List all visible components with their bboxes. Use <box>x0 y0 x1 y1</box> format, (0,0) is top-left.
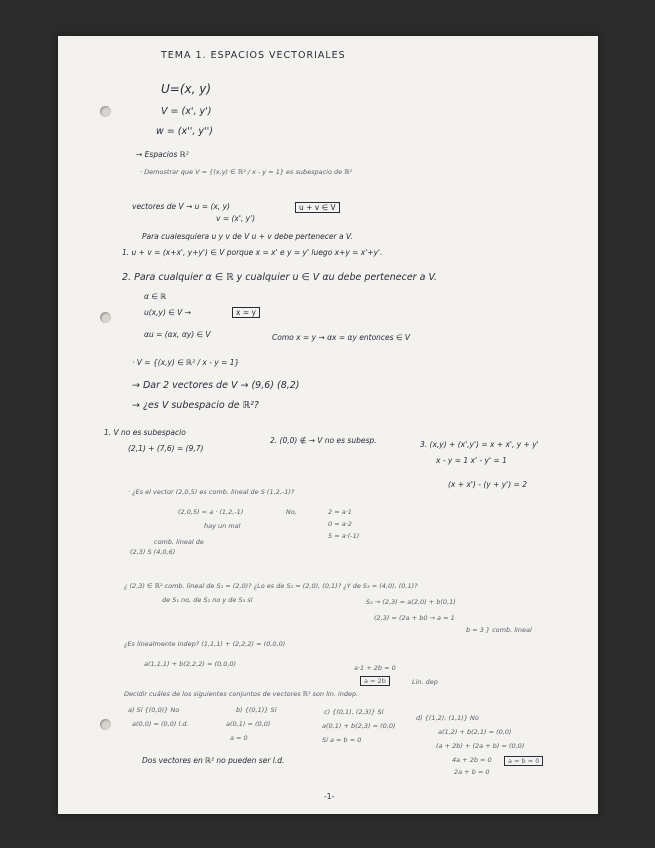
como-line: Como x = y → αx = αy entonces ∈ V <box>272 333 411 342</box>
comb-question: · ¿Es el vector (2,0,5) es comb. lineal de S (1,2,-1)? <box>128 488 295 496</box>
item-1: 1. u + v = (x+x', y+y') ∈ V porque x = x' e y = y' luego x+y = x'+y'. <box>122 248 383 257</box>
u-plus-v-box: u + v ∈ V <box>295 202 340 213</box>
lin-question: ¿Es linealmente indep? (1,1,1) + (2,2,2) = (0,0,0) <box>124 640 286 648</box>
page-number: -1- <box>324 792 335 801</box>
decidir-b: b) {(0,1)} Sí <box>236 706 277 714</box>
es-subespacio: → ¿es V subespacio de ℝ²? <box>132 400 259 411</box>
decidir-d-box: a = b = 0 <box>504 756 543 766</box>
r2: 2. (0,0) ∉ → V no es subesp. <box>270 436 377 445</box>
para-cualesquiera: Para cualesquiera u y v de V u + v debe pertenecer a V. <box>142 232 353 241</box>
punch-hole <box>100 312 111 323</box>
dos-vectores: Dos vectores en ℝ² no pueden ser l.d. <box>142 756 285 765</box>
decidir-c-3: Sí a = b = 0 <box>322 736 362 744</box>
w-def: w = (x'', y'') <box>156 126 213 137</box>
decidir-b-2: a(0,1) = (0,0) <box>226 720 271 728</box>
comb-sys-3: 5 = a·(-1) <box>328 532 360 540</box>
u-def: U=(x, y) <box>161 82 212 96</box>
decidir-d: d) {(1,2), (1,1)} No <box>416 714 479 722</box>
punch-hole <box>100 719 111 730</box>
comb-eq: (2,0,5) = a · (1,2,-1) <box>178 508 244 516</box>
q3-s2b: (2,3) = (2a + b0 → a = 1 <box>374 614 455 622</box>
r3b: x - y = 1 x' - y' = 1 <box>436 456 507 465</box>
q3-s2c: b = 3 } comb. lineal <box>466 626 532 634</box>
notebook-page <box>58 36 598 814</box>
x-eq-y-box: x = y <box>232 307 260 318</box>
decidir-d-4: 4a + 2b = 0 <box>452 756 492 764</box>
q3: ¿ (2,3) ∈ ℝ² comb. lineal de S₁ = (2,0)? ¿Lo es de S₂ = (2,0), (0,1)? ¿Y de S₃ = (4,0), (0,1)? <box>124 582 418 590</box>
dar-2: → Dar 2 vectores de V → (9,6) (8,2) <box>132 380 300 391</box>
page-title: TEMA 1. ESPACIOS VECTORIALES <box>161 50 346 61</box>
punch-hole <box>100 106 111 117</box>
decidir-a: a) Sí {(0,0)} No <box>128 706 180 714</box>
r1: 1. V no es subespacio <box>104 428 186 437</box>
comb-s2: (2,3) S (4,0,6) <box>130 548 176 556</box>
decidir-d-2: a(1,2) + b(2,1) = (0,0) <box>438 728 512 736</box>
espacios-line: → Espacios ℝ² <box>136 150 189 159</box>
decidir-d-3: (a + 2b) + (2a + b) = (0,0) <box>436 742 525 750</box>
decidir-a-2: a(0,0) = (0,0) l.d. <box>132 720 189 728</box>
decidir-line: Decidir cuáles de los siguientes conjuntos de vectores ℝ² son lin. indep. <box>124 690 359 698</box>
v-set-2: · V = {(x,y) ∈ ℝ² / x - y = 1} <box>132 358 240 367</box>
comb-s2-small: comb. lineal de <box>154 538 204 546</box>
decidir-d-5: 2a + b = 0 <box>454 768 490 776</box>
vectores-line: vectores de V → u = (x, y) <box>132 202 230 211</box>
comb-sys-2: 0 = a·2 <box>328 520 352 528</box>
r3c: (x + x') - (y + y') = 2 <box>448 480 527 489</box>
q3-ans: de S₁ no, de S₂ no y de S₃ sí <box>162 596 253 604</box>
decidir-c: c) {(0,1), (2,3)} Sí <box>324 708 384 716</box>
decidir-c-2: a(0,1) + b(2,3) = (0,0) <box>322 722 396 730</box>
alpha-u: αu = (αx, αy) ∈ V <box>144 330 211 339</box>
decidir-b-3: a = 0 <box>230 734 248 742</box>
comb-hay: hay un mal <box>204 522 241 530</box>
alpha-real: α ∈ ℝ <box>144 292 167 301</box>
lin-box: a = 2b <box>360 676 390 686</box>
lin-dep: Lin. dep <box>412 678 438 686</box>
demostrar-line: · Demostrar que V = {(x,y) ∈ ℝ² / x - y = 1} es subespacio de ℝ² <box>140 168 352 176</box>
v-xy: v = (x', y') <box>216 214 256 223</box>
lin-eq: a(1,1,1) + b(2,2,2) = (0,0,0) <box>144 660 237 668</box>
u-in-v: u(x,y) ∈ V → <box>144 308 191 317</box>
q3-s2: S₂ → (2,3) = a(2,0) + b(0,1) <box>366 598 456 606</box>
comb-no: No, <box>286 508 297 516</box>
r3a: 3. (x,y) + (x',y') = x + x', y + y' <box>420 440 539 449</box>
comb-sys-1: 2 = a·1 <box>328 508 352 516</box>
item-2: 2. Para cualquier α ∈ ℝ y cualquier u ∈ V αu debe pertenecer a V. <box>122 272 437 283</box>
lin-eq2: a·1 + 2b = 0 <box>354 664 396 672</box>
v-def: V = (x', y') <box>161 106 212 117</box>
r1-sum: (2,1) + (7,6) = (9,7) <box>128 444 204 453</box>
